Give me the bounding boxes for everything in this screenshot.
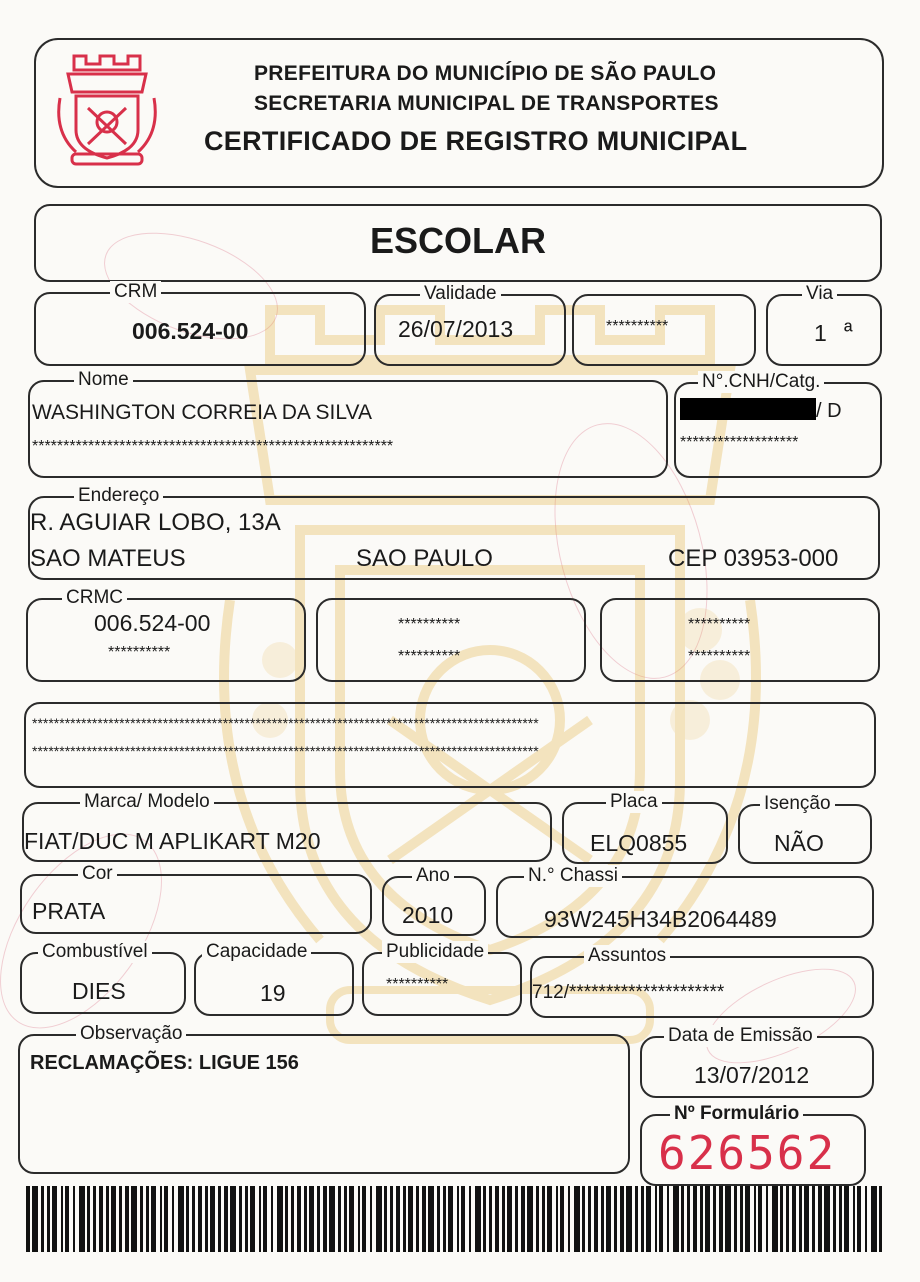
- ano-label: Ano: [412, 865, 454, 887]
- publicidade-box: [362, 941, 522, 1016]
- marca-label: Marca/ Modelo: [80, 791, 214, 813]
- publicidade-label: Publicidade: [382, 941, 488, 963]
- validade-value: 26/07/2013: [398, 316, 514, 342]
- masked-line-2: **********: [398, 648, 461, 665]
- crmc-value: 006.524-00: [94, 610, 211, 636]
- capacidade-box: [194, 941, 354, 1016]
- nome-value: WASHINGTON CORREIA DA SILVA: [32, 401, 372, 424]
- endereco-cep: CEP 03953-000: [668, 545, 839, 572]
- nome-box: [28, 369, 668, 478]
- chassi-label: N.° Chassi: [524, 865, 622, 887]
- combustivel-label: Combustível: [38, 941, 152, 963]
- chassi-value: 93W245H34B2064489: [544, 906, 777, 932]
- placa-value: ELQ0855: [590, 830, 688, 856]
- marca-value: FIAT/DUC M APLIKART M20: [24, 828, 321, 854]
- header-box: [34, 38, 884, 188]
- placa-label: Placa: [606, 791, 662, 813]
- assuntos-value: 712/*********************: [532, 982, 725, 1003]
- observacao-label: Observação: [76, 1023, 186, 1045]
- observacao-box: [18, 1023, 630, 1174]
- validade-box: [374, 283, 566, 366]
- cor-box: [20, 863, 372, 934]
- endereco-district: SAO MATEUS: [30, 545, 186, 572]
- endereco-street: R. AGUIAR LOBO, 13A: [30, 509, 281, 536]
- crm-value: 006.524-00: [132, 318, 249, 344]
- combustivel-value: DIES: [72, 978, 126, 1004]
- publicidade-value: **********: [386, 976, 449, 993]
- via-value: 1: [814, 320, 827, 346]
- secretariat-heading: SECRETARIA MUNICIPAL DE TRANSPORTES: [254, 92, 719, 115]
- crm-label: CRM: [110, 281, 161, 303]
- masked-box-2: [316, 598, 586, 682]
- validade-label: Validade: [420, 283, 501, 305]
- endereco-label: Endereço: [74, 485, 163, 507]
- masked-line-1: **********: [398, 616, 461, 633]
- combustivel-box: [20, 941, 186, 1014]
- cnh-redaction: [680, 398, 816, 420]
- assuntos-box: [530, 945, 874, 1018]
- masked-wide-box: [24, 702, 876, 788]
- masked-box-3: [600, 598, 880, 682]
- masked-line-1: **********: [688, 616, 751, 633]
- crmc-masked: **********: [108, 644, 171, 661]
- coat-of-arms-icon: [52, 48, 162, 168]
- formulario-number: 626562: [658, 1126, 837, 1180]
- assuntos-label: Assuntos: [584, 945, 670, 967]
- crmc-box: [26, 587, 306, 682]
- formulario-label: Nº Formulário: [670, 1103, 803, 1125]
- formulario-box: [640, 1103, 866, 1186]
- cnh-box: [674, 371, 882, 478]
- cnh-masked: *******************: [680, 434, 799, 451]
- cnh-label: N°.CNH/Catg.: [698, 371, 824, 393]
- ano-box: [382, 865, 486, 936]
- crmc-label: CRMC: [62, 587, 127, 609]
- masked-value: **********: [606, 318, 669, 335]
- cor-value: PRATA: [32, 898, 106, 924]
- chassi-box: [496, 865, 874, 938]
- emissao-label: Data de Emissão: [664, 1025, 817, 1047]
- via-label: Via: [802, 283, 837, 305]
- ano-value: 2010: [402, 902, 454, 928]
- category-label: ESCOLAR: [369, 220, 546, 261]
- category-box: [34, 204, 882, 282]
- via-ordinal: ª: [844, 318, 853, 344]
- crm-box: [34, 281, 366, 366]
- via-box: [766, 283, 882, 366]
- masked-line-2: **********: [688, 648, 751, 665]
- document-title: CERTIFICADO DE REGISTRO MUNICIPAL: [204, 126, 748, 156]
- cnh-category: / D: [816, 400, 842, 422]
- isencao-box: [738, 793, 872, 864]
- observacao-value: RECLAMAÇÕES: LIGUE 156: [30, 1052, 299, 1074]
- marca-box: [22, 791, 552, 862]
- capacidade-label: Capacidade: [202, 941, 311, 963]
- masked-box: [572, 294, 756, 366]
- isencao-value: NÃO: [774, 830, 824, 856]
- emissao-box: [640, 1025, 874, 1098]
- endereco-box: [28, 485, 880, 580]
- endereco-city: SAO PAULO: [356, 545, 493, 572]
- capacidade-value: 19: [260, 980, 286, 1006]
- cor-label: Cor: [78, 863, 117, 885]
- municipality-heading: PREFEITURA DO MUNICÍPIO DE SÃO PAULO: [254, 62, 717, 85]
- placa-box: [562, 791, 728, 864]
- masked-line-1: *********************************************************************************************: [32, 715, 539, 731]
- barcode: [26, 1186, 888, 1252]
- nome-label: Nome: [74, 369, 133, 391]
- emissao-value: 13/07/2012: [694, 1062, 810, 1088]
- nome-masked: **********************************************************: [32, 438, 394, 455]
- masked-line-2: *********************************************************************************************: [32, 743, 539, 759]
- isencao-label: Isenção: [760, 793, 835, 815]
